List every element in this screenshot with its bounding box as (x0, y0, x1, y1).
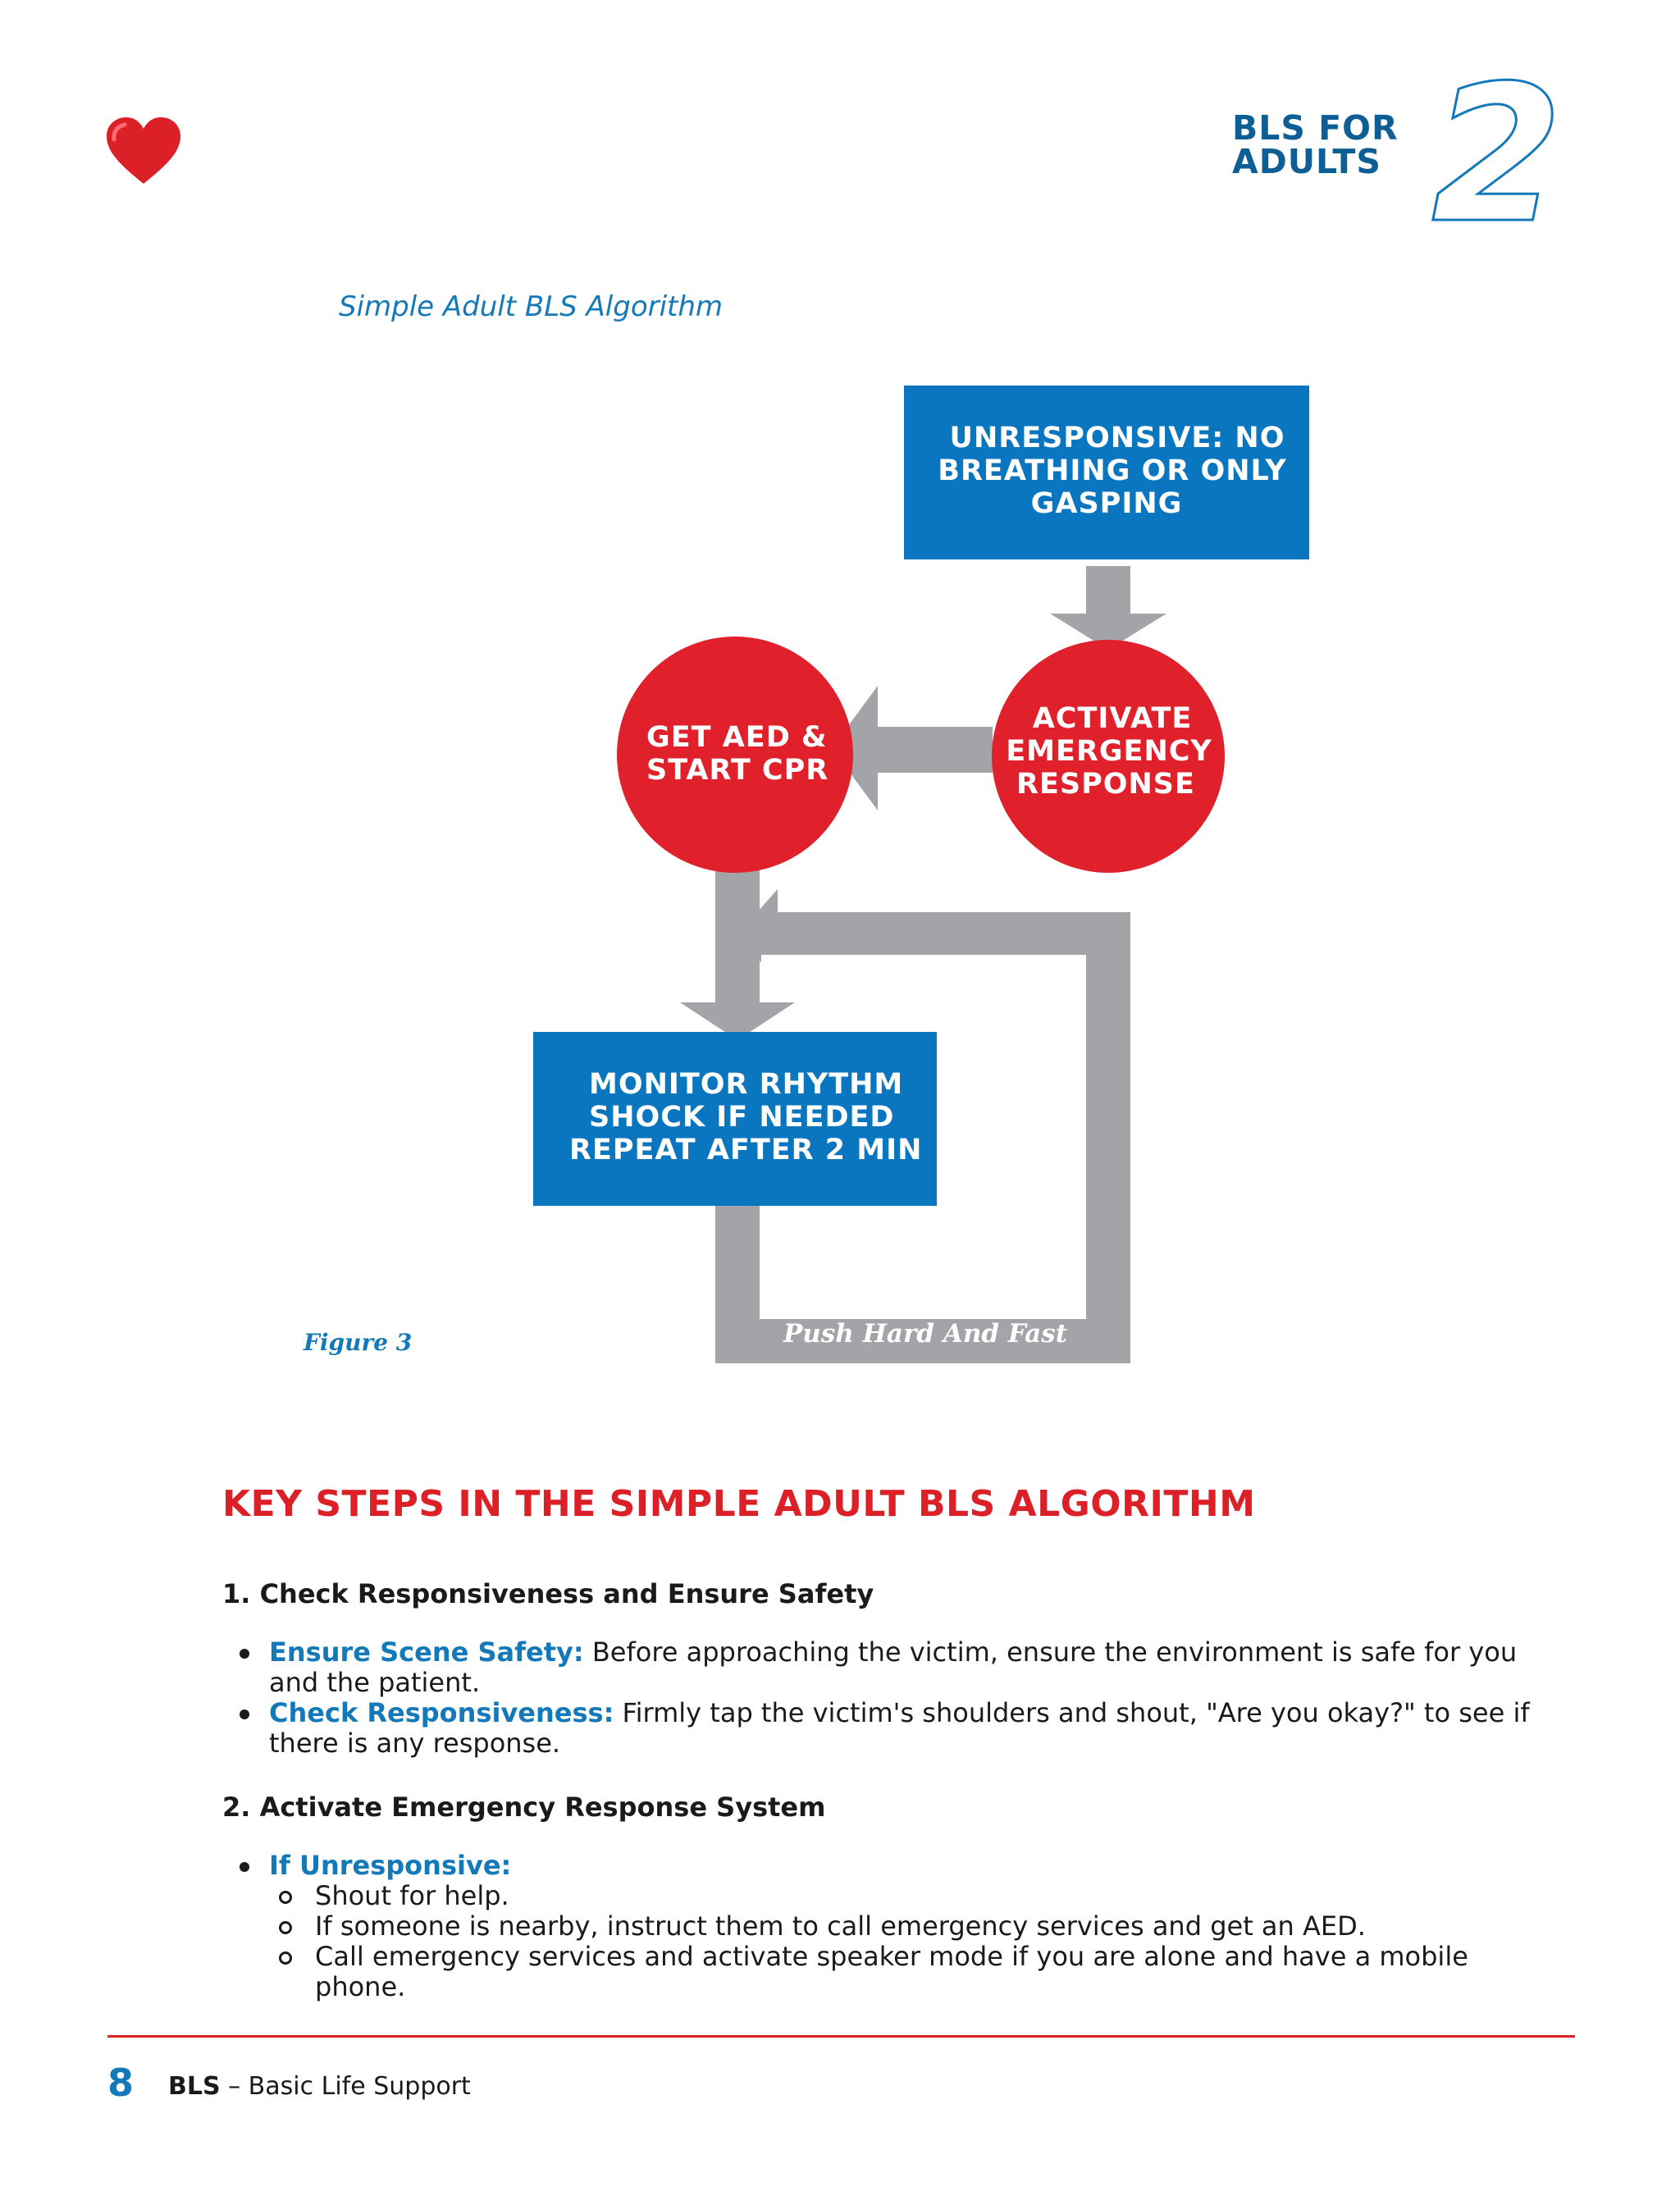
loop-label: Push Hard And Fast (783, 1319, 1068, 1349)
bullet-icon (240, 1709, 249, 1719)
list-item (230, 1637, 1542, 1698)
sub-item-text: If someone is nearby, instruct them to call emergency services and get an AED. (315, 1910, 1366, 1942)
item-term: Check Responsiveness: (269, 1697, 614, 1728)
unresponsive-line2: BREATHING OR ONLY (938, 454, 1287, 487)
sub-list-item (230, 1881, 1542, 1911)
get-aed-line1: GET AED & (646, 721, 828, 754)
bullet-icon (240, 1649, 249, 1659)
item-term: If Unresponsive: (269, 1850, 512, 1881)
box-unresponsive (904, 386, 1309, 559)
step1-title: 1. Check Responsiveness and Ensure Safety (222, 1578, 874, 1609)
activate-line2: EMERGENCY (1006, 735, 1212, 768)
chapter-title-line1: BLS FOR (1232, 108, 1399, 148)
sub-item-text: Call emergency services and activate speaker mode if you are alone and have a mobile phone. (315, 1941, 1468, 2002)
step1-list (230, 1637, 1542, 1759)
circle-get-aed (617, 637, 853, 873)
list-item (230, 1698, 1542, 1759)
figure-label: Figure 3 (304, 1329, 413, 1356)
chapter-title-line2: ADULTS (1232, 142, 1381, 181)
chapter-number-text: 2 (1431, 72, 1563, 236)
footer-short-title: BLS (168, 2072, 221, 2101)
monitor-line3: REPEAT AFTER 2 MIN (569, 1134, 923, 1166)
activate-line3: RESPONSE (1016, 768, 1195, 801)
circle-bullet-icon (279, 1891, 292, 1904)
circle-bullet-icon (279, 1921, 292, 1934)
item-text: Firmly tap the victim's shoulders and shout, "Are you okay?" to see if there is any response. (269, 1697, 1530, 1759)
item-text: Before approaching the victim, ensure the environment is safe for you and the patient. (269, 1636, 1518, 1698)
unresponsive-line1: UNRESPONSIVE: NO (949, 422, 1285, 454)
step2-list (230, 1851, 1542, 2002)
list-item (230, 1851, 1542, 1881)
sub-item-text: Shout for help. (315, 1880, 509, 1911)
footer-divider (107, 2035, 1575, 2038)
footer-subtitle: – Basic Life Support (220, 2072, 471, 2101)
bullet-icon (240, 1862, 249, 1872)
arrow-left (832, 686, 993, 810)
arrow-down-1 (1050, 566, 1166, 650)
circle-bullet-icon (279, 1951, 292, 1965)
box-monitor-rhythm (533, 1032, 937, 1206)
page-number: 8 (107, 2061, 135, 2105)
monitor-line1: MONITOR RHYTHM (589, 1068, 904, 1101)
footer-title (168, 2072, 471, 2101)
item-term: Ensure Scene Safety: (269, 1636, 584, 1668)
figure-caption: Simple Adult BLS Algorithm (339, 290, 724, 323)
activate-line1: ACTIVATE (1032, 702, 1193, 735)
step2-title: 2. Activate Emergency Response System (222, 1792, 826, 1823)
sub-list-item (230, 1942, 1542, 2002)
circle-activate-emergency (992, 640, 1225, 873)
get-aed-line2: START CPR (646, 754, 829, 787)
monitor-line2: SHOCK IF NEEDED (589, 1101, 895, 1134)
sub-list-item (230, 1911, 1542, 1942)
section-heading: KEY STEPS IN THE SIMPLE ADULT BLS ALGORITHM (222, 1483, 1256, 1525)
unresponsive-line3: GASPING (1030, 487, 1183, 520)
